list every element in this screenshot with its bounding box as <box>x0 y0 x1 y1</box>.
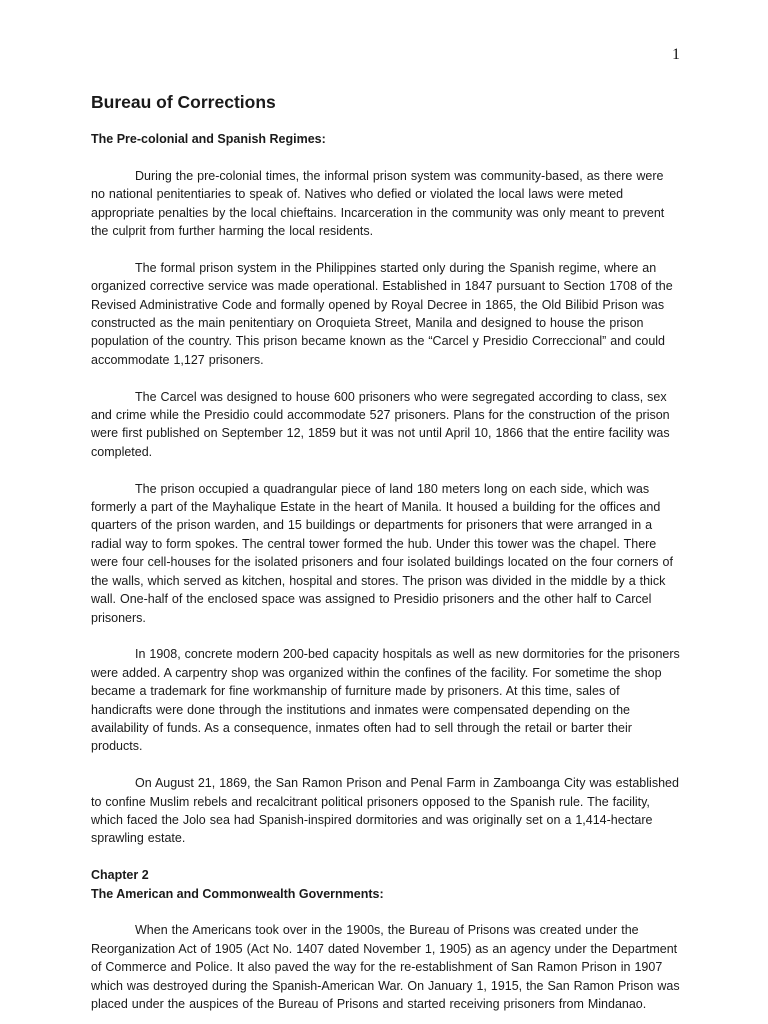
document-title: Bureau of Corrections <box>91 92 276 112</box>
paragraph: When the Americans took over in the 1900s, the Bureau of Prisons was created under the Reorganization Act of 1905 (Act No. 1407 dated November 1, 1905) as an agency under the Department of Commerce and Police. It also paved the way for the re-establishment of San Ramon Prison in 1907 which was destroyed during the Spanish-American War. On January 1, 1915, the San Ramon Prison was placed under the auspices of the Bureau of Prisons and started receiving prisoners from Mindanao. <box>91 923 680 1011</box>
page-number: 1 <box>672 46 680 63</box>
paragraph: On August 21, 1869, the San Ramon Prison and Penal Farm in Zamboanga City was established to confine Muslim rebels and recalcitrant political prisoners opposed to the Spanish rule. The facility, which faced the Jolo sea had Spanish-inspired dormitories and was originally set on a 1,414-hectare sprawling estate. <box>91 776 679 846</box>
spacer <box>91 148 681 166</box>
paragraph: During the pre-colonial times, the informal prison system was community-based, as there were no national penitentiaries to speak of. Natives who defied or violated the local laws were meted appropriate penalties by the local chieftains. Incarceration in the community was only meant to prevent the culprit from further harming the local residents. <box>91 168 665 239</box>
chapter-label: Chapter 2 <box>91 868 149 883</box>
spacer <box>91 848 681 866</box>
spacer <box>91 240 681 258</box>
spacer <box>91 756 681 774</box>
paragraph: The prison occupied a quadrangular piece of land 180 meters long on each side, which was formerly a part of the Mayhalique Estate in the heart of Manila. It housed a building for the offices and quarters of the prison warden, and 15 buildings or departments for prisoners that were arranged in a radial way to form spokes. The central tower formed the hub. Under this tower was the chapel. There were four cell-houses for the isolated prisoners and four isolated buildings located on the four corners of the walls, which served as kitchen, hospital and stores. The prison was divided in the middle by a thick wall. One-half of the enclosed space was assigned to Presidio prisoners and the other half to Carcel prisoners. <box>91 481 673 625</box>
spacer <box>91 627 681 645</box>
paragraph: The Carcel was designed to house 600 prisoners who were segregated according to class, sex and crime while the Presidio could accommodate 527 prisoners. Plans for the construction of the prison were first published on September 12, 1859 but it was not until April 10, 1866 that the entire facility was completed. <box>91 389 670 459</box>
section-heading: The American and Commonwealth Governments: <box>91 886 384 901</box>
paragraph: The formal prison system in the Philippines started only during the Spanish regime, where an organized corrective service was made operational. Established in 1847 pursuant to Section 1708 of the Revised Administrative Code and formally opened by Royal Decree in 1865, the Old Bilibid Prison was constructed as the main penitentiary on Oroquieta Street, Manila and designed to house the prison population of the country. This prison became known as the “Carcel y Presidio Correccional” and could accommodate 1,127 prisoners. <box>91 260 673 367</box>
spacer <box>91 369 681 387</box>
spacer <box>91 461 681 479</box>
section-heading: The Pre-colonial and Spanish Regimes: <box>91 132 326 146</box>
spacer <box>91 903 681 921</box>
paragraph: In 1908, concrete modern 200-bed capacity hospitals as well as new dormitories for the prisoners were added. A carpentry shop was organized within the confines of the facility. For sometime the shop became a trademark for fine workmanship of furniture made by prisoners. At this time, sales of handicrafts were done through the institutions and inmates were compensated depending on the availability of funds. As a consequence, inmates often had to sell through the retail or barter their products. <box>91 647 680 754</box>
document-body <box>91 90 681 1013</box>
